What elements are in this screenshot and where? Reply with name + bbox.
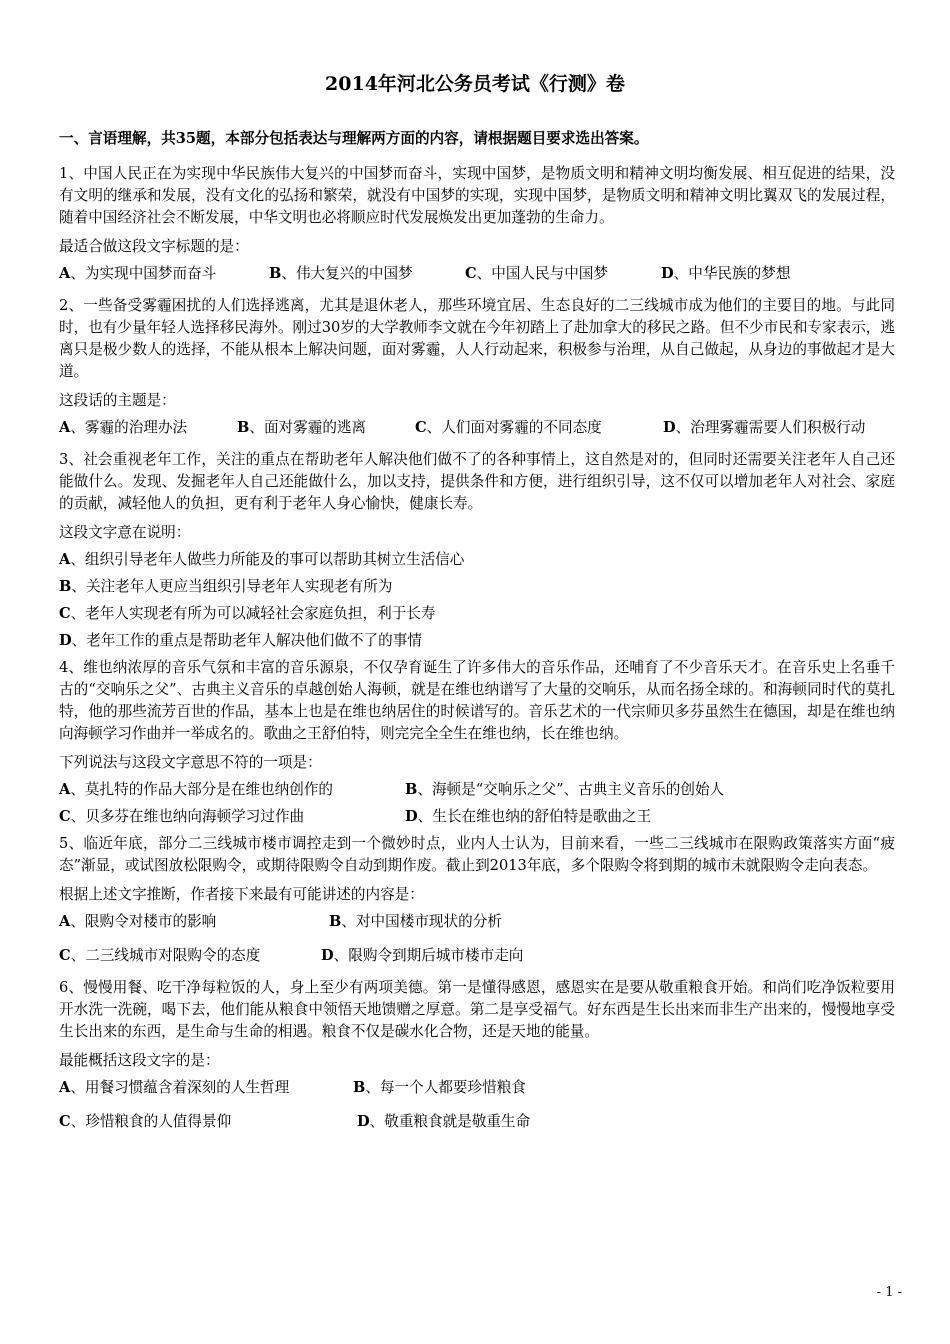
option-b [405,779,724,801]
question-prompt: 下列说法与这段文字意思不符的一项是： [59,754,322,771]
question-prompt: 最适合做这段文字标题的是： [59,238,249,255]
option-b [269,263,465,285]
option-letter: D [321,947,334,964]
question-passage: 3、社会重视老年工作，关注的重点在帮助老年人解决他们做不了的各种事情上，这自然是对的，但同时还需要关注老年人自己还能做什么。发现、发掘老年人自己还能做什么，加以支持，提供条件和方便，进行组织引导，这不仅可以增加老年人对社会、家庭的贡献，减轻他人的负担，更有利于老年人身心愉快，健康长寿。 [59,451,895,512]
question-prompt: 这段话的主题是： [59,392,176,409]
option-text: 、每一个人都要珍惜粮食 [365,1079,526,1096]
question-prompt: 最能概括这段文字的是： [59,1052,220,1069]
option-letter: D [59,632,72,649]
option-text: 、生长在维也纳的舒伯特是歌曲之王 [417,808,652,825]
option-text: 、对中国楼市现状的分析 [341,913,502,930]
option-text: 、敬重粮食就是敬重生命 [369,1113,531,1130]
option-b [353,1077,526,1099]
option-text: 、人们面对雾霾的不同态度 [426,419,602,436]
option-text: 、组织引导老年人做些力所能及的事可以帮助其树立生活信心 [70,551,465,568]
option-b [329,911,502,933]
option-letter: B [329,913,342,930]
option-text: 、用餐习惯蕴含着深刻的人生哲理 [70,1079,290,1096]
question-prompt: 根据上述文字推断，作者接下来最有可能讲述的内容是： [59,886,424,903]
question-passage: 4、维也纳浓厚的音乐气氛和丰富的音乐源泉，不仅孕育诞生了许多伟大的音乐作品，还哺育了不少音乐天才。在音乐史上名垂千古的“交响乐之父”、古典主义音乐的卓越创始人海顿，就是在维也纳谱写了大量的交响乐，从而名扬全球的。和海顿同时代的莫扎特，他的那些流芳百世的作品，基本上也是在维也纳居住的时候谱写的。音乐艺术的一代宗师贝多芬虽然生在德国，却是在维也纳向海顿学习作曲并一举成名的。歌曲之王舒伯特，则完完全全生在维也纳，长在维也纳。 [59,659,895,742]
option-a [59,779,405,801]
question-passage: 6、慢慢用餐、吃干净每粒饭的人，身上至少有两项美德。第一是懂得感恩，感恩实在是要从敬重粮食开始。和尚们吃净饭粒要用开水洗一洗碗，喝下去，他们能从粮食中领悟天地馈赠之厚意。第二是享受福气。好东西是生长出来而非生产出来的，慢慢地享受生长出来的东西，是生命与生命的相遇。粮食不仅是碳水化合物，还是天地的能量。 [59,979,895,1040]
option-c [59,1111,357,1133]
options-row [59,417,895,439]
option-letter: C [59,1113,71,1130]
option-letter: B [237,419,250,436]
option-letter: B [59,578,72,595]
option-letter: C [59,808,71,825]
page-number: - 1 - [876,1285,902,1300]
option-c [59,603,895,625]
option-letter: D [663,419,676,436]
option-text: 、限购令到期后城市楼市走向 [333,947,524,964]
option-text: 、限购令对楼市的影响 [70,913,217,930]
option-text: 、中华民族的梦想 [673,265,791,282]
option-c [59,806,405,828]
question-passage: 2、一些备受雾霾困扰的人们选择逃离，尤其是退休老人，那些环境宜居、生态良好的二三线城市成为他们的主要目的地。与此同时，也有少量年轻人选择移民海外。刚过30岁的大学教师李文就在今年初踏上了赴加拿大的移民之路。但不少市民和专家表示，逃离只是极少数人的选择，不能从根本上解决问题，面对雾霾，人人行动起来，积极参与治理，从自己做起，从身边的事做起才是大道。 [59,297,895,380]
option-letter: C [415,419,427,436]
option-letter: C [59,605,71,622]
option-text: 、为实现中国梦而奋斗 [70,265,217,282]
option-a [59,911,329,933]
option-letter: A [59,913,71,930]
option-letter: C [465,265,477,282]
options-row [59,1077,895,1099]
option-letter: B [353,1079,366,1096]
questions-container [59,163,895,1143]
question-passage: 1、中国人民正在为实现中华民族伟大复兴的中国梦而奋斗，实现中国梦，是物质文明和精神文明均衡发展、相互促进的结果，没有文明的继承和发展，没有文化的弘扬和繁荣，就没有中国梦的实现，实现中国梦，是物质文明和精神文明比翼双飞的发展过程，随着中国经济社会不断发展，中华文明也必将顺应时代发展焕发出更加蓬勃的生命力。 [59,165,895,226]
option-a [59,417,237,439]
option-a [59,549,895,571]
option-c [465,263,661,285]
question-passage: 5、临近年底，部分二三线城市楼市调控走到一个微妙时点，业内人士认为，目前来看，一些二三线城市在限购政策落实方面“疲态”渐显，或试图放松限购令，或期待限购令自动到期作废。截止到2013年底，多个限购令将到期的城市未就限购令走向表态。 [59,835,895,874]
option-letter: D [357,1113,370,1130]
option-text: 、面对雾霾的逃离 [249,419,367,436]
option-letter: A [59,265,71,282]
options-row [59,806,895,828]
options-row [59,945,895,967]
option-c [415,417,663,439]
option-text: 、二三线城市对限购令的态度 [70,947,261,964]
option-text: 、关注老年人更应当组织引导老年人实现老有所为 [71,578,393,595]
option-letter: C [59,947,71,964]
question-prompt: 这段文字意在说明： [59,524,191,541]
option-d [321,945,523,967]
options-row [59,911,895,933]
question-6 [59,977,895,1133]
question-3 [59,449,895,652]
option-d [405,806,651,828]
option-a [59,263,269,285]
option-text: 、雾霾的治理办法 [70,419,188,436]
options-row [59,263,895,285]
option-letter: A [59,781,71,798]
option-letter: B [405,781,418,798]
option-text: 、中国人民与中国梦 [476,265,608,282]
options-row [59,779,895,801]
option-letter: D [661,265,674,282]
option-letter: B [269,265,282,282]
question-1 [59,163,895,285]
option-d [59,630,895,652]
question-4 [59,657,895,828]
option-text: 、伟大复兴的中国梦 [281,265,413,282]
option-b [59,576,895,598]
option-d [357,1111,530,1133]
option-letter: A [59,551,71,568]
option-d [661,263,790,285]
option-letter: D [405,808,418,825]
options-row [59,1111,895,1133]
section-heading: 一、言语理解，共35题，本部分包括表达与理解两方面的内容，请根据题目要求选出答案。 [59,130,649,147]
option-b [237,417,415,439]
option-text: 、海顿是“交响乐之父”、古典主义音乐的创始人 [417,781,725,798]
question-2 [59,295,895,439]
option-d [663,417,888,439]
option-text: 、珍惜粮食的人值得景仰 [70,1113,232,1130]
option-text: 、莫扎特的作品大部分是在维也纳创作的 [70,781,334,798]
option-c [59,945,321,967]
option-text: 、贝多芬在维也纳向海顿学习过作曲 [70,808,305,825]
options-list [59,549,895,652]
option-letter: A [59,419,71,436]
question-5 [59,833,895,967]
option-a [59,1077,353,1099]
option-text: 、老年工作的重点是帮助老年人解决他们做不了的事情 [71,632,422,649]
option-text: 、治理雾霾需要人们积极行动 [675,419,866,436]
option-text: 、老年人实现老有所为可以减轻社会家庭负担，利于长寿 [70,605,436,622]
option-letter: A [59,1079,71,1096]
document-title: 2014年河北公务员考试《行测》卷 [325,73,625,95]
